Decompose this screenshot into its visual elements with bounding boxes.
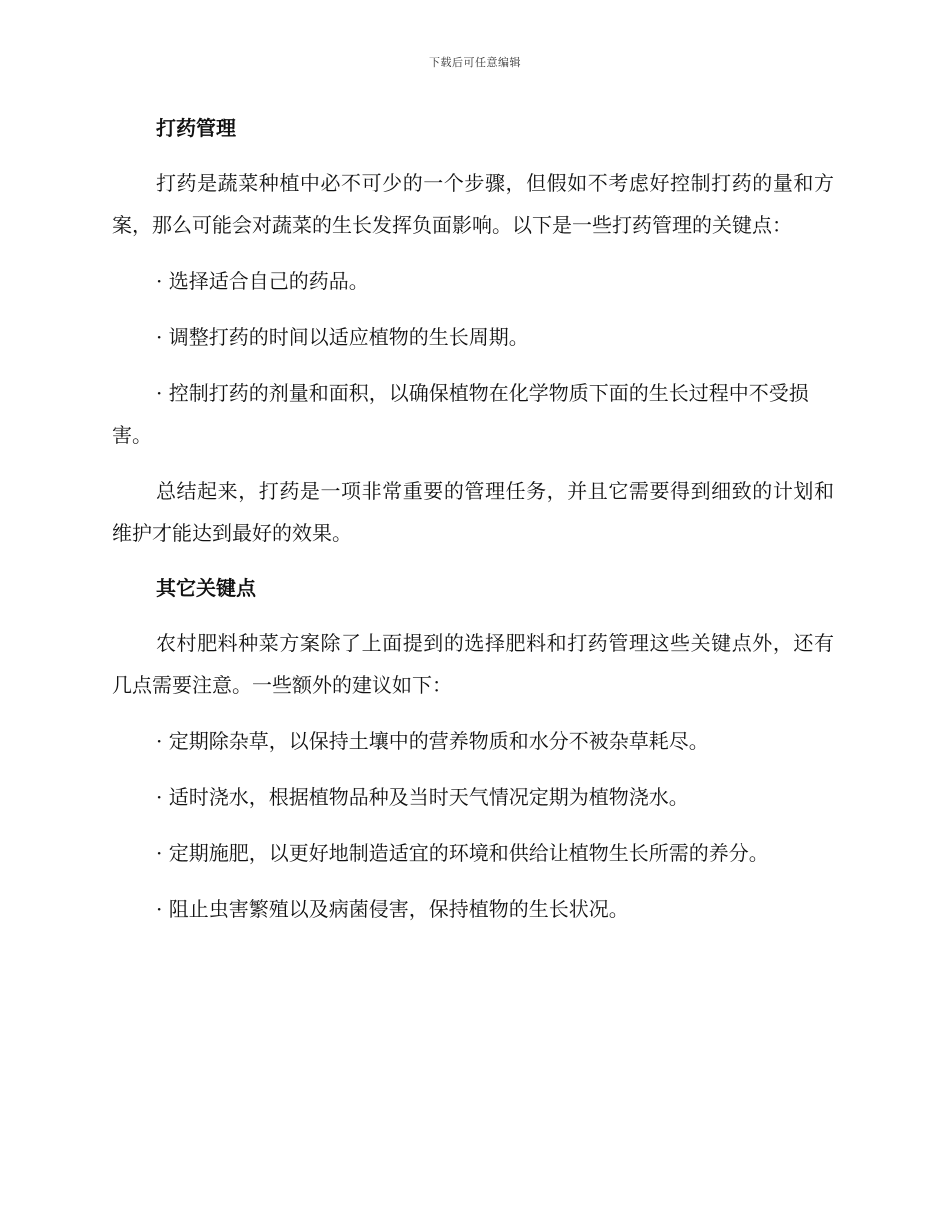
- section-heading-spraying: 打药管理: [156, 116, 236, 140]
- bullet-item: · 控制打药的剂量和面积，以确保植物在化学物质下面的生长过程中不受损害。: [112, 381, 809, 447]
- bullet-item: · 定期除杂草，以保持土壤中的营养物质和水分不被杂草耗尽。: [156, 729, 709, 753]
- bullet-item: · 定期施肥，以更好地制造适宜的环境和供给让植物生长所需的养分。: [156, 841, 769, 865]
- section-summary-spraying: 总结起来，打药是一项非常重要的管理任务，并且它需要得到细致的计划和维护才能达到最好的效果。: [112, 479, 834, 545]
- section-heading-other: 其它关键点: [156, 576, 256, 600]
- bullet-item: · 适时浇水，根据植物品种及当时天气情况定期为植物浇水。: [156, 785, 689, 809]
- section-intro-other: 农村肥料种菜方案除了上面提到的选择肥料和打药管理这些关键点外，还有几点需要注意。一些额外的建议如下：: [112, 631, 834, 697]
- bullet-item: · 调整打药的时间以适应植物的生长周期。: [156, 325, 529, 349]
- document-body: [112, 108, 834, 944]
- section-intro-spraying: 打药是蔬菜种植中必不可少的一个步骤，但假如不考虑好控制打药的量和方案，那么可能会对蔬菜的生长发挥负面影响。以下是一些打药管理的关键点：: [112, 171, 834, 237]
- bullet-item: · 选择适合自己的药品。: [156, 269, 369, 293]
- page-header-note: 下载后可任意编辑: [429, 56, 521, 69]
- bullet-item: · 阻止虫害繁殖以及病菌侵害，保持植物的生长状况。: [156, 897, 629, 921]
